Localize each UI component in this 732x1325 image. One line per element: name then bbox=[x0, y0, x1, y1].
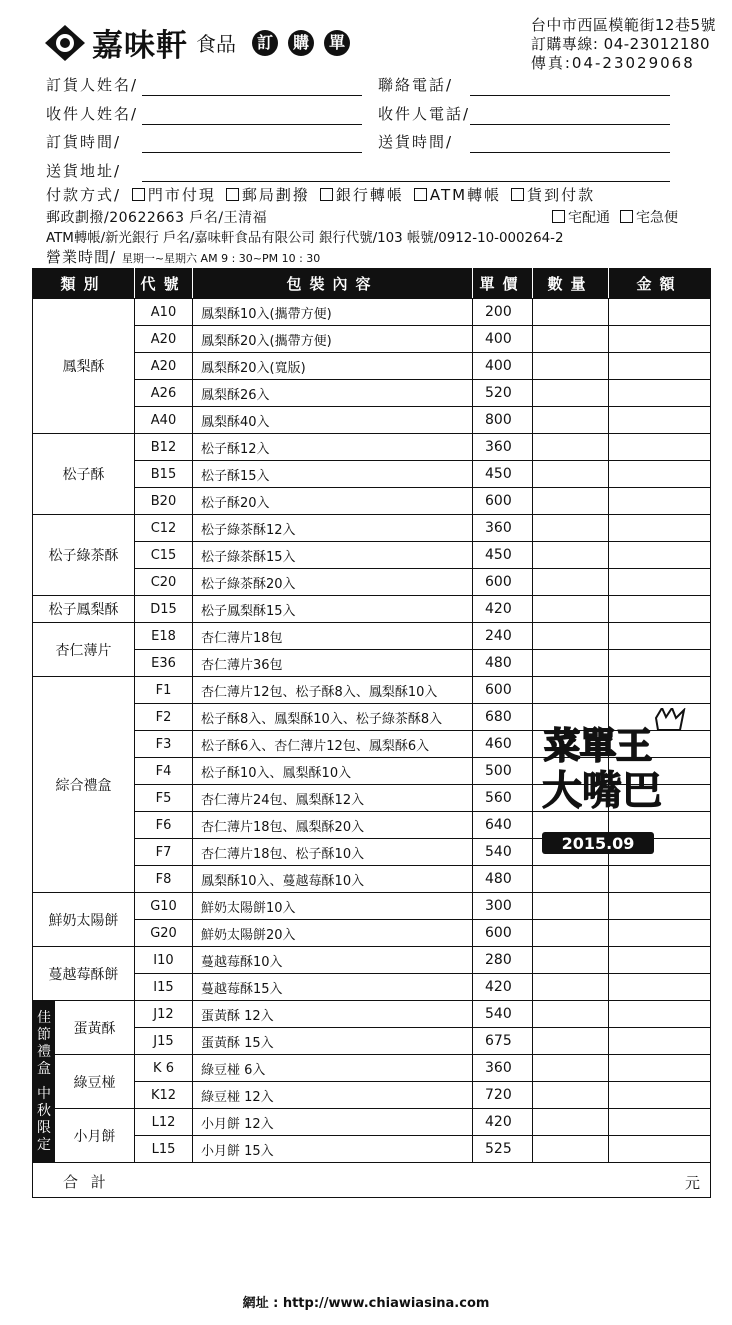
order-time-field[interactable] bbox=[142, 152, 362, 153]
product-code: G20 bbox=[135, 920, 193, 947]
product-code: C15 bbox=[135, 542, 193, 569]
category-label: 蛋黃酥 bbox=[73, 1020, 116, 1037]
amount-cell[interactable] bbox=[609, 866, 711, 893]
amount-cell[interactable] bbox=[609, 326, 711, 353]
product-description: 鳳梨酥20入(寬版) bbox=[193, 353, 473, 380]
category-cell: 松子綠茶酥 bbox=[33, 515, 135, 596]
product-description: 蔓越莓酥15入 bbox=[193, 974, 473, 1001]
orderer-name-label: 訂貨人姓名/ bbox=[46, 76, 139, 94]
product-description: 松子酥12入 bbox=[193, 434, 473, 461]
product-code: A40 bbox=[135, 407, 193, 434]
product-description: 綠豆椪 6入 bbox=[193, 1055, 473, 1082]
product-description: 松子綠茶酥15入 bbox=[193, 542, 473, 569]
product-description: 松子酥20入 bbox=[193, 488, 473, 515]
payment-option-label: 郵局劃撥 bbox=[241, 186, 310, 204]
amount-cell[interactable] bbox=[609, 893, 711, 920]
quantity-cell[interactable] bbox=[533, 623, 609, 650]
unit-price: 720 bbox=[473, 1082, 533, 1109]
product-code: A20 bbox=[135, 353, 193, 380]
recipient-phone-field[interactable] bbox=[470, 124, 670, 125]
product-code: E36 bbox=[135, 650, 193, 677]
product-code: F8 bbox=[135, 866, 193, 893]
amount-cell[interactable] bbox=[609, 542, 711, 569]
product-description: 蔓越莓酥10入 bbox=[193, 947, 473, 974]
product-description: 杏仁薄片18包、鳳梨酥20入 bbox=[193, 812, 473, 839]
product-code: L15 bbox=[135, 1136, 193, 1163]
hours-label: 營業時間/ bbox=[46, 248, 117, 266]
table-row bbox=[33, 893, 711, 920]
amount-cell[interactable] bbox=[609, 299, 711, 326]
column-header: 包裝內容 bbox=[193, 269, 473, 299]
product-description: 小月餅 15入 bbox=[193, 1136, 473, 1163]
quantity-cell[interactable] bbox=[533, 407, 609, 434]
brand-name: 嘉味軒 bbox=[92, 28, 188, 64]
unit-price: 360 bbox=[473, 1055, 533, 1082]
table-row bbox=[33, 434, 711, 461]
product-code: B12 bbox=[135, 434, 193, 461]
shipping-option-checkbox[interactable] bbox=[620, 210, 633, 223]
unit-price: 450 bbox=[473, 542, 533, 569]
category-cell: 鮮奶太陽餅 bbox=[33, 893, 135, 947]
category-label: 小月餅 bbox=[73, 1128, 116, 1145]
form-title bbox=[242, 30, 350, 56]
table-row bbox=[33, 569, 711, 596]
unit-price: 600 bbox=[473, 488, 533, 515]
payment-option-label: ATM轉帳 bbox=[429, 186, 502, 204]
website-url[interactable]: 網址 : http://www.chiawiasina.com bbox=[242, 1296, 490, 1311]
payment-option-checkbox[interactable] bbox=[511, 188, 524, 201]
product-description: 杏仁薄片12包、松子酥8入、鳳梨酥10入 bbox=[193, 677, 473, 704]
amount-cell[interactable] bbox=[609, 650, 711, 677]
quantity-cell[interactable] bbox=[533, 650, 609, 677]
delivery-address-label: 送貨地址/ bbox=[46, 162, 122, 180]
amount-cell[interactable] bbox=[609, 1001, 711, 1028]
unit-price: 400 bbox=[473, 326, 533, 353]
total-label: 合 計 元 bbox=[33, 1163, 711, 1198]
unit-price: 540 bbox=[473, 1001, 533, 1028]
product-code: L12 bbox=[135, 1109, 193, 1136]
recipient-name-field[interactable] bbox=[142, 124, 362, 125]
unit-price: 600 bbox=[473, 569, 533, 596]
unit-price: 240 bbox=[473, 623, 533, 650]
quantity-cell[interactable] bbox=[533, 1028, 609, 1055]
product-description: 鳳梨酥20入(攜帶方便) bbox=[193, 326, 473, 353]
quantity-cell[interactable] bbox=[533, 677, 609, 704]
quantity-cell[interactable] bbox=[533, 380, 609, 407]
product-code: B15 bbox=[135, 461, 193, 488]
product-description: 松子酥10入、鳳梨酥10入 bbox=[193, 758, 473, 785]
table-row bbox=[33, 380, 711, 407]
shipping-option-label: 宅急便 bbox=[636, 210, 678, 226]
unit-price: 600 bbox=[473, 920, 533, 947]
product-code: F4 bbox=[135, 758, 193, 785]
quantity-cell[interactable] bbox=[533, 893, 609, 920]
payment-label: 付款方式/ bbox=[46, 186, 122, 204]
contact-block bbox=[531, 16, 716, 73]
category-cell: 杏仁薄片 bbox=[33, 623, 135, 677]
product-code: E18 bbox=[135, 623, 193, 650]
product-description: 松子鳳梨酥15入 bbox=[193, 596, 473, 623]
quantity-cell[interactable] bbox=[533, 1109, 609, 1136]
product-code: K 6 bbox=[135, 1055, 193, 1082]
table-row bbox=[33, 299, 711, 326]
table-row bbox=[33, 353, 711, 380]
table-header-row bbox=[33, 269, 711, 299]
stamp-line2: 大嘴巴 bbox=[542, 768, 662, 814]
total-row bbox=[33, 1163, 711, 1198]
category-cell: 松子鳳梨酥 bbox=[33, 596, 135, 623]
unit-price: 300 bbox=[473, 893, 533, 920]
amount-cell[interactable] bbox=[609, 515, 711, 542]
unit-price: 420 bbox=[473, 974, 533, 1001]
amount-cell[interactable] bbox=[609, 677, 711, 704]
unit-price: 800 bbox=[473, 407, 533, 434]
unit-price: 450 bbox=[473, 461, 533, 488]
table-row bbox=[33, 407, 711, 434]
product-code: A10 bbox=[135, 299, 193, 326]
product-description: 鳳梨酥10入(攜帶方便) bbox=[193, 299, 473, 326]
unit-price: 640 bbox=[473, 812, 533, 839]
currency-unit: 元 bbox=[684, 1174, 700, 1192]
payment-options bbox=[128, 186, 601, 204]
product-description: 蛋黃酥 12入 bbox=[193, 1001, 473, 1028]
product-description: 松子酥6入、杏仁薄片12包、鳳梨酥6入 bbox=[193, 731, 473, 758]
category-cell: 綜合禮盒 bbox=[33, 677, 135, 893]
product-code: B20 bbox=[135, 488, 193, 515]
product-code: D15 bbox=[135, 596, 193, 623]
orderer-name-field[interactable] bbox=[142, 95, 362, 96]
payment-row bbox=[46, 184, 601, 205]
unit-price: 520 bbox=[473, 380, 533, 407]
amount-cell[interactable] bbox=[609, 1028, 711, 1055]
brand-header bbox=[44, 20, 350, 65]
contact-phone-label: 聯絡電話/ bbox=[378, 76, 454, 94]
festival-tag: 佳 節 禮 盒 中 秋 限 定 bbox=[33, 1001, 55, 1162]
postal-transfer-line: 郵政劃撥/20622663 戶名/王清福 bbox=[46, 210, 268, 226]
delivery-time-label: 送貨時間/ bbox=[378, 133, 454, 151]
delivery-address-field[interactable] bbox=[142, 181, 670, 182]
payment-option-label: 貨到付款 bbox=[527, 186, 596, 204]
quantity-cell[interactable] bbox=[533, 434, 609, 461]
unit-price: 360 bbox=[473, 434, 533, 461]
product-description: 小月餅 12入 bbox=[193, 1109, 473, 1136]
amount-cell[interactable] bbox=[609, 407, 711, 434]
payment-option-checkbox[interactable] bbox=[414, 188, 427, 201]
table-row bbox=[33, 1109, 711, 1136]
quantity-cell[interactable] bbox=[533, 461, 609, 488]
payment-option-checkbox[interactable] bbox=[132, 188, 145, 201]
product-code: A20 bbox=[135, 326, 193, 353]
product-code: I10 bbox=[135, 947, 193, 974]
table-row bbox=[33, 677, 711, 704]
product-code: F5 bbox=[135, 785, 193, 812]
table-row bbox=[33, 1001, 711, 1028]
product-description: 杏仁薄片18包、松子酥10入 bbox=[193, 839, 473, 866]
table-row bbox=[33, 920, 711, 947]
payment-option-label: 銀行轉帳 bbox=[335, 186, 404, 204]
product-description: 蛋黃酥 15入 bbox=[193, 1028, 473, 1055]
product-code: J15 bbox=[135, 1028, 193, 1055]
product-code: F1 bbox=[135, 677, 193, 704]
brand-logo-icon bbox=[44, 24, 86, 62]
table-row bbox=[33, 650, 711, 677]
business-hours bbox=[46, 246, 320, 267]
product-description: 松子酥15入 bbox=[193, 461, 473, 488]
product-description: 松子綠茶酥20入 bbox=[193, 569, 473, 596]
product-description: 杏仁薄片36包 bbox=[193, 650, 473, 677]
quantity-cell[interactable] bbox=[533, 1001, 609, 1028]
product-code: C20 bbox=[135, 569, 193, 596]
amount-cell[interactable] bbox=[609, 1109, 711, 1136]
category-cell: 鳳梨酥 bbox=[33, 299, 135, 434]
product-description: 鮮奶太陽餅20入 bbox=[193, 920, 473, 947]
product-code: A26 bbox=[135, 380, 193, 407]
quantity-cell[interactable] bbox=[533, 974, 609, 1001]
column-header: 類別 bbox=[33, 269, 135, 299]
unit-price: 675 bbox=[473, 1028, 533, 1055]
unit-price: 480 bbox=[473, 866, 533, 893]
table-row bbox=[33, 623, 711, 650]
quantity-cell[interactable] bbox=[533, 569, 609, 596]
product-description: 鮮奶太陽餅10入 bbox=[193, 893, 473, 920]
product-code: C12 bbox=[135, 515, 193, 542]
quantity-cell[interactable] bbox=[533, 947, 609, 974]
product-code: I15 bbox=[135, 974, 193, 1001]
amount-cell[interactable] bbox=[609, 920, 711, 947]
product-code: G10 bbox=[135, 893, 193, 920]
product-description: 松子酥8入、鳳梨酥10入、松子綠茶酥8入 bbox=[193, 704, 473, 731]
amount-cell[interactable] bbox=[609, 596, 711, 623]
product-code: F6 bbox=[135, 812, 193, 839]
form-title-char: 購 bbox=[288, 30, 314, 56]
product-description: 杏仁薄片24包、鳳梨酥12入 bbox=[193, 785, 473, 812]
amount-cell[interactable] bbox=[609, 1082, 711, 1109]
quantity-cell[interactable] bbox=[533, 542, 609, 569]
unit-price: 460 bbox=[473, 731, 533, 758]
payment-option-checkbox[interactable] bbox=[320, 188, 333, 201]
column-header: 單價 bbox=[473, 269, 533, 299]
product-code: J12 bbox=[135, 1001, 193, 1028]
order-time-label: 訂貨時間/ bbox=[46, 133, 122, 151]
unit-price: 200 bbox=[473, 299, 533, 326]
amount-cell[interactable] bbox=[609, 1136, 711, 1163]
atm-transfer-line: ATM轉帳/新光銀行 戶名/嘉味軒食品有限公司 銀行代號/103 帳號/0912-10-000264-2 bbox=[46, 231, 564, 246]
amount-cell[interactable] bbox=[609, 1055, 711, 1082]
product-code: F2 bbox=[135, 704, 193, 731]
stamp-date: 2015.09 bbox=[561, 834, 635, 853]
form-title-char: 單 bbox=[324, 30, 350, 56]
quantity-cell[interactable] bbox=[533, 1055, 609, 1082]
unit-price: 280 bbox=[473, 947, 533, 974]
delivery-time-field[interactable] bbox=[470, 152, 670, 153]
shipping-row bbox=[548, 207, 684, 227]
product-code: F7 bbox=[135, 839, 193, 866]
unit-price: 400 bbox=[473, 353, 533, 380]
table-row bbox=[33, 542, 711, 569]
unit-price: 500 bbox=[473, 758, 533, 785]
recipient-phone-label: 收件人電話/ bbox=[378, 105, 471, 123]
order-hotline: 訂購專線: 04-23012180 bbox=[530, 35, 711, 53]
quantity-cell[interactable] bbox=[533, 920, 609, 947]
amount-cell[interactable] bbox=[609, 488, 711, 515]
amount-cell[interactable] bbox=[609, 461, 711, 488]
stamp-line1: 菜單王 bbox=[544, 726, 653, 767]
quantity-cell[interactable] bbox=[533, 353, 609, 380]
product-code: F3 bbox=[135, 731, 193, 758]
payment-option-label: 門市付現 bbox=[147, 186, 216, 204]
address: 台中市西區模範街12巷5號 bbox=[530, 16, 716, 34]
quantity-cell[interactable] bbox=[533, 596, 609, 623]
product-description: 杏仁薄片18包 bbox=[193, 623, 473, 650]
shipping-option-checkbox[interactable] bbox=[552, 210, 565, 223]
hours-value: 星期一~星期六 AM 9 : 30~PM 10 : 30 bbox=[121, 252, 321, 265]
quantity-cell[interactable] bbox=[533, 488, 609, 515]
amount-cell[interactable] bbox=[609, 569, 711, 596]
fax-number: 傳真:04-23029068 bbox=[530, 54, 695, 72]
unit-price: 680 bbox=[473, 704, 533, 731]
table-row bbox=[33, 515, 711, 542]
amount-cell[interactable] bbox=[609, 380, 711, 407]
unit-price: 540 bbox=[473, 839, 533, 866]
amount-cell[interactable] bbox=[609, 434, 711, 461]
product-description: 鳳梨酥40入 bbox=[193, 407, 473, 434]
table-row bbox=[33, 974, 711, 1001]
recipient-name-label: 收件人姓名/ bbox=[46, 105, 139, 123]
quantity-cell[interactable] bbox=[533, 515, 609, 542]
unit-price: 480 bbox=[473, 650, 533, 677]
category-label: 綠豆椪 bbox=[73, 1074, 116, 1091]
table-row bbox=[33, 326, 711, 353]
unit-price: 420 bbox=[473, 1109, 533, 1136]
column-header: 金額 bbox=[609, 269, 711, 299]
shipping-option-label: 宅配通 bbox=[568, 210, 610, 226]
quantity-cell[interactable] bbox=[533, 866, 609, 893]
menu-king-stamp bbox=[538, 708, 688, 858]
unit-price: 600 bbox=[473, 677, 533, 704]
quantity-cell[interactable] bbox=[533, 326, 609, 353]
table-row bbox=[33, 866, 711, 893]
quantity-cell[interactable] bbox=[533, 1082, 609, 1109]
column-header: 代號 bbox=[135, 269, 193, 299]
table-row bbox=[33, 1055, 711, 1082]
table-row bbox=[33, 488, 711, 515]
table-row bbox=[33, 461, 711, 488]
payment-option-checkbox[interactable] bbox=[226, 188, 239, 201]
product-description: 松子綠茶酥12入 bbox=[193, 515, 473, 542]
quantity-cell[interactable] bbox=[533, 299, 609, 326]
contact-phone-field[interactable] bbox=[470, 95, 670, 96]
category-cell: 松子酥 bbox=[33, 434, 135, 515]
amount-cell[interactable] bbox=[609, 353, 711, 380]
product-description: 綠豆椪 12入 bbox=[193, 1082, 473, 1109]
category-cell: 蔓越莓酥餅 bbox=[33, 947, 135, 1001]
amount-cell[interactable] bbox=[609, 947, 711, 974]
unit-price: 360 bbox=[473, 515, 533, 542]
unit-price: 560 bbox=[473, 785, 533, 812]
table-row bbox=[33, 596, 711, 623]
unit-price: 420 bbox=[473, 596, 533, 623]
form-title-char: 訂 bbox=[252, 30, 278, 56]
unit-price: 525 bbox=[473, 1136, 533, 1163]
column-header: 數量 bbox=[533, 269, 609, 299]
product-code: K12 bbox=[135, 1082, 193, 1109]
amount-cell[interactable] bbox=[609, 974, 711, 1001]
table-row bbox=[33, 947, 711, 974]
quantity-cell[interactable] bbox=[533, 1136, 609, 1163]
amount-cell[interactable] bbox=[609, 623, 711, 650]
product-description: 鳳梨酥26入 bbox=[193, 380, 473, 407]
product-description: 鳳梨酥10入、蔓越莓酥10入 bbox=[193, 866, 473, 893]
brand-sub: 食品 bbox=[196, 32, 236, 56]
